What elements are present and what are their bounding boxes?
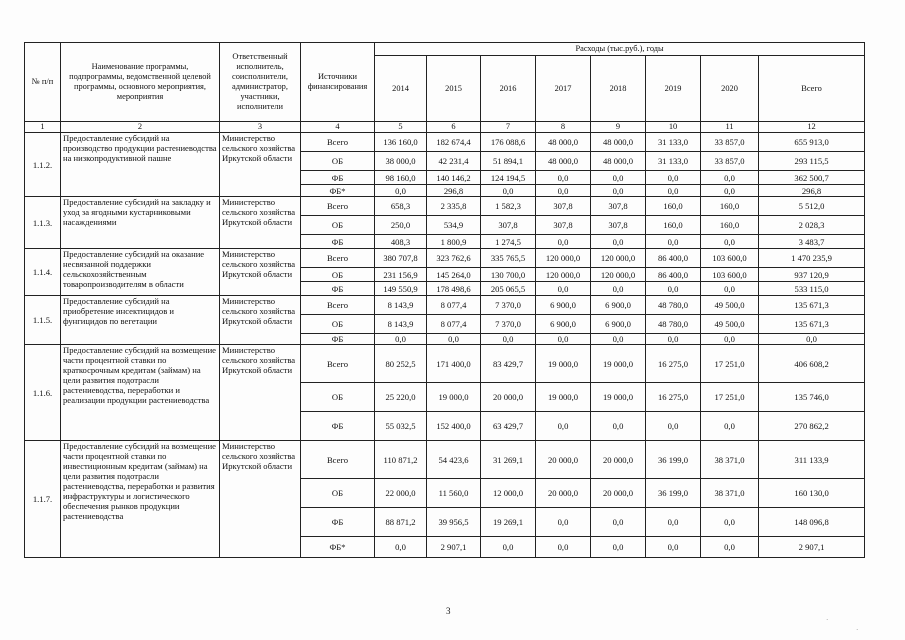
year-value: 31 133,0 — [646, 152, 701, 171]
year-value: 0,0 — [701, 235, 759, 249]
year-value: 307,8 — [481, 216, 536, 235]
total-value: 311 133,9 — [759, 441, 865, 479]
year-value: 160,0 — [701, 197, 759, 216]
year-value: 17 251,0 — [701, 345, 759, 383]
year-value: 0,0 — [591, 412, 646, 441]
total-value: 0,0 — [759, 334, 865, 345]
item-number: 1.1.6. — [25, 345, 61, 441]
column-index: 10 — [646, 122, 701, 133]
year-value: 54 423,6 — [427, 441, 481, 479]
funding-source: Всего — [301, 345, 375, 383]
item-responsible: Министерство сельского хозяйства Иркутской области — [220, 197, 301, 249]
funding-source: ФБ — [301, 334, 375, 345]
year-value: 307,8 — [591, 197, 646, 216]
year-value: 0,0 — [701, 334, 759, 345]
table-row — [25, 345, 865, 383]
year-value: 20 000,0 — [591, 441, 646, 479]
total-value: 937 120,9 — [759, 268, 865, 282]
year-value: 0,0 — [375, 185, 427, 197]
year-value: 205 065,5 — [481, 282, 536, 296]
year-value: 0,0 — [591, 537, 646, 558]
funding-source: Всего — [301, 197, 375, 216]
header-year-2018: 2018 — [591, 56, 646, 122]
year-value: 149 550,9 — [375, 282, 427, 296]
item-name: Предоставление субсидий на возмещение части процентной ставки по инвестиционным кредитам (займам) на цели развития подотрасли растениеводства, переработки и развития инфраструктуры и логистического обеспечения рынков продукции растениеводства — [61, 441, 220, 558]
year-value: 0,0 — [591, 282, 646, 296]
year-value: 8 143,9 — [375, 315, 427, 334]
year-value: 0,0 — [591, 171, 646, 185]
year-value: 103 600,0 — [701, 268, 759, 282]
total-value: 3 483,7 — [759, 235, 865, 249]
year-value: 408,3 — [375, 235, 427, 249]
year-value: 0,0 — [536, 185, 591, 197]
year-value: 0,0 — [481, 537, 536, 558]
item-name: Предоставление субсидий на оказание несвязанной поддержки сельскохозяйственным товаропроизводителям в области — [61, 249, 220, 296]
table-row — [25, 197, 865, 216]
year-value: 38 371,0 — [701, 479, 759, 508]
year-value: 178 498,6 — [427, 282, 481, 296]
total-value: 655 913,0 — [759, 133, 865, 152]
header-year-2017: 2017 — [536, 56, 591, 122]
year-value: 182 674,4 — [427, 133, 481, 152]
year-value: 124 194,5 — [481, 171, 536, 185]
header-total: Всего — [759, 56, 865, 122]
header-year-2016: 2016 — [481, 56, 536, 122]
total-value: 148 096,8 — [759, 508, 865, 537]
year-value: 48 000,0 — [591, 152, 646, 171]
year-value: 0,0 — [701, 282, 759, 296]
year-value: 83 429,7 — [481, 345, 536, 383]
year-value: 19 269,1 — [481, 508, 536, 537]
year-value: 49 500,0 — [701, 315, 759, 334]
total-value: 160 130,0 — [759, 479, 865, 508]
year-value: 88 871,2 — [375, 508, 427, 537]
total-value: 270 862,2 — [759, 412, 865, 441]
year-value: 55 032,5 — [375, 412, 427, 441]
column-index: 3 — [220, 122, 301, 133]
year-value: 8 143,9 — [375, 296, 427, 315]
funding-source: ОБ — [301, 383, 375, 412]
table-row — [25, 249, 865, 268]
total-value: 362 500,7 — [759, 171, 865, 185]
item-name: Предоставление субсидий на закладку и уход за ягодными кустарниковыми насаждениями — [61, 197, 220, 249]
year-value: 335 765,5 — [481, 249, 536, 268]
year-value: 16 275,0 — [646, 383, 701, 412]
item-responsible: Министерство сельского хозяйства Иркутской области — [220, 249, 301, 296]
total-value: 5 512,0 — [759, 197, 865, 216]
year-value: 323 762,6 — [427, 249, 481, 268]
year-value: 12 000,0 — [481, 479, 536, 508]
year-value: 0,0 — [646, 334, 701, 345]
year-value: 0,0 — [701, 412, 759, 441]
year-value: 6 900,0 — [591, 315, 646, 334]
year-value: 296,8 — [427, 185, 481, 197]
year-value: 36 199,0 — [646, 479, 701, 508]
year-value: 0,0 — [536, 334, 591, 345]
year-value: 0,0 — [646, 508, 701, 537]
year-value: 1 274,5 — [481, 235, 536, 249]
page-number: 3 — [446, 606, 451, 616]
year-value: 86 400,0 — [646, 249, 701, 268]
funding-source: ФБ — [301, 412, 375, 441]
total-value: 2 028,3 — [759, 216, 865, 235]
funding-source: ОБ — [301, 268, 375, 282]
funding-source: ФБ — [301, 282, 375, 296]
year-value: 160,0 — [701, 216, 759, 235]
year-value: 33 857,0 — [701, 133, 759, 152]
year-value: 48 000,0 — [591, 133, 646, 152]
header-responsible: Ответственный исполнитель, соисполнители, администратор, участники, исполнители — [220, 43, 301, 122]
year-value: 16 275,0 — [646, 345, 701, 383]
funding-source: Всего — [301, 296, 375, 315]
item-responsible: Министерство сельского хозяйства Иркутской области — [220, 296, 301, 345]
year-value: 19 000,0 — [591, 345, 646, 383]
year-value: 110 871,2 — [375, 441, 427, 479]
year-value: 0,0 — [701, 185, 759, 197]
year-value: 6 900,0 — [536, 296, 591, 315]
total-value: 406 608,2 — [759, 345, 865, 383]
year-value: 0,0 — [536, 537, 591, 558]
year-value: 22 000,0 — [375, 479, 427, 508]
year-value: 0,0 — [536, 412, 591, 441]
header-year-2014: 2014 — [375, 56, 427, 122]
item-number: 1.1.3. — [25, 197, 61, 249]
table-row — [25, 296, 865, 315]
total-value: 2 907,1 — [759, 537, 865, 558]
year-value: 120 000,0 — [591, 268, 646, 282]
year-value: 0,0 — [591, 334, 646, 345]
column-index: 8 — [536, 122, 591, 133]
year-value: 120 000,0 — [536, 249, 591, 268]
item-number: 1.1.7. — [25, 441, 61, 558]
year-value: 20 000,0 — [536, 479, 591, 508]
year-value: 120 000,0 — [591, 249, 646, 268]
year-value: 48 780,0 — [646, 296, 701, 315]
funding-source: ОБ — [301, 315, 375, 334]
year-value: 145 264,0 — [427, 268, 481, 282]
column-index: 7 — [481, 122, 536, 133]
column-index: 9 — [591, 122, 646, 133]
year-value: 0,0 — [536, 235, 591, 249]
scan-speck: · — [856, 626, 859, 634]
year-value: 171 400,0 — [427, 345, 481, 383]
item-responsible: Министерство сельского хозяйства Иркутской области — [220, 441, 301, 558]
funding-source: ФБ — [301, 171, 375, 185]
year-value: 0,0 — [591, 185, 646, 197]
year-value: 20 000,0 — [591, 479, 646, 508]
year-value: 2 907,1 — [427, 537, 481, 558]
item-name: Предоставление субсидий на возмещение части процентной ставки по краткосрочным кредитам (займам) на цели развития подотрасли растениеводства, переработки и реализации продукции растениеводства — [61, 345, 220, 441]
year-value: 140 146,2 — [427, 171, 481, 185]
header-year-2020: 2020 — [701, 56, 759, 122]
total-value: 1 470 235,9 — [759, 249, 865, 268]
year-value: 0,0 — [375, 537, 427, 558]
year-value: 11 560,0 — [427, 479, 481, 508]
item-name: Предоставление субсидий на приобретение инсектицидов и фунгицидов по вегетации — [61, 296, 220, 345]
year-value: 6 900,0 — [536, 315, 591, 334]
year-value: 0,0 — [427, 334, 481, 345]
column-index: 11 — [701, 122, 759, 133]
year-value: 19 000,0 — [591, 383, 646, 412]
year-value: 160,0 — [646, 216, 701, 235]
year-value: 48 000,0 — [536, 152, 591, 171]
year-value: 307,8 — [591, 216, 646, 235]
year-value: 0,0 — [646, 412, 701, 441]
year-value: 0,0 — [481, 334, 536, 345]
header-name: Наименование программы, подпрограммы, ведомственной целевой программы, основного мероприятия, мероприятия — [61, 43, 220, 122]
year-value: 38 371,0 — [701, 441, 759, 479]
funding-source: Всего — [301, 133, 375, 152]
year-value: 307,8 — [536, 216, 591, 235]
year-value: 7 370,0 — [481, 315, 536, 334]
total-value: 296,8 — [759, 185, 865, 197]
total-value: 533 115,0 — [759, 282, 865, 296]
funding-source: ОБ — [301, 479, 375, 508]
year-value: 0,0 — [646, 282, 701, 296]
year-value: 120 000,0 — [536, 268, 591, 282]
year-value: 1 582,3 — [481, 197, 536, 216]
year-value: 7 370,0 — [481, 296, 536, 315]
column-index: 2 — [61, 122, 220, 133]
item-number: 1.1.5. — [25, 296, 61, 345]
item-responsible: Министерство сельского хозяйства Иркутской области — [220, 133, 301, 197]
year-value: 0,0 — [701, 508, 759, 537]
column-index: 4 — [301, 122, 375, 133]
header-year-2019: 2019 — [646, 56, 701, 122]
year-value: 8 077,4 — [427, 315, 481, 334]
year-value: 0,0 — [646, 537, 701, 558]
funding-source: ОБ — [301, 152, 375, 171]
year-value: 136 160,0 — [375, 133, 427, 152]
year-value: 0,0 — [536, 508, 591, 537]
year-value: 380 707,8 — [375, 249, 427, 268]
year-value: 19 000,0 — [536, 383, 591, 412]
year-value: 250,0 — [375, 216, 427, 235]
year-value: 20 000,0 — [481, 383, 536, 412]
total-value: 135 671,3 — [759, 296, 865, 315]
total-value: 135 671,3 — [759, 315, 865, 334]
year-value: 36 199,0 — [646, 441, 701, 479]
year-value: 6 900,0 — [591, 296, 646, 315]
year-value: 33 857,0 — [701, 152, 759, 171]
funding-source: ФБ* — [301, 537, 375, 558]
year-value: 103 600,0 — [701, 249, 759, 268]
year-value: 38 000,0 — [375, 152, 427, 171]
column-index: 1 — [25, 122, 61, 133]
year-value: 80 252,5 — [375, 345, 427, 383]
year-value: 17 251,0 — [701, 383, 759, 412]
year-value: 160,0 — [646, 197, 701, 216]
header-source: Источники финансирования — [301, 43, 375, 122]
year-value: 534,9 — [427, 216, 481, 235]
table-row — [25, 133, 865, 152]
year-value: 51 894,1 — [481, 152, 536, 171]
budget-table — [24, 42, 865, 558]
year-value: 39 956,5 — [427, 508, 481, 537]
year-value: 86 400,0 — [646, 268, 701, 282]
funding-source: ФБ — [301, 235, 375, 249]
funding-source: Всего — [301, 249, 375, 268]
year-value: 48 000,0 — [536, 133, 591, 152]
year-value: 0,0 — [701, 171, 759, 185]
total-value: 293 115,5 — [759, 152, 865, 171]
table-row — [25, 441, 865, 479]
item-number: 1.1.2. — [25, 133, 61, 197]
year-value: 2 335,8 — [427, 197, 481, 216]
item-name: Предоставление субсидий на производство продукции растениеводства на низкопродуктивной пашне — [61, 133, 220, 197]
header-expenses: Расходы (тыс.руб.), годы — [375, 43, 865, 56]
year-value: 1 800,9 — [427, 235, 481, 249]
year-value: 307,8 — [536, 197, 591, 216]
column-index: 5 — [375, 122, 427, 133]
funding-source: ОБ — [301, 216, 375, 235]
year-value: 231 156,9 — [375, 268, 427, 282]
year-value: 25 220,0 — [375, 383, 427, 412]
funding-source: ФБ* — [301, 185, 375, 197]
year-value: 63 429,7 — [481, 412, 536, 441]
funding-source: Всего — [301, 441, 375, 479]
year-value: 0,0 — [536, 171, 591, 185]
year-value: 20 000,0 — [536, 441, 591, 479]
scan-speck: · — [826, 616, 829, 624]
header-num: № п/п — [25, 43, 61, 122]
total-value: 135 746,0 — [759, 383, 865, 412]
year-value: 19 000,0 — [427, 383, 481, 412]
funding-source: ФБ — [301, 508, 375, 537]
year-value: 152 400,0 — [427, 412, 481, 441]
year-value: 0,0 — [646, 171, 701, 185]
year-value: 0,0 — [591, 508, 646, 537]
year-value: 658,3 — [375, 197, 427, 216]
item-number: 1.1.4. — [25, 249, 61, 296]
year-value: 42 231,4 — [427, 152, 481, 171]
year-value: 31 269,1 — [481, 441, 536, 479]
year-value: 0,0 — [536, 282, 591, 296]
item-responsible: Министерство сельского хозяйства Иркутской области — [220, 345, 301, 441]
year-value: 176 088,6 — [481, 133, 536, 152]
year-value: 0,0 — [481, 185, 536, 197]
year-value: 0,0 — [646, 185, 701, 197]
column-index: 12 — [759, 122, 865, 133]
header-year-2015: 2015 — [427, 56, 481, 122]
column-index: 6 — [427, 122, 481, 133]
year-value: 49 500,0 — [701, 296, 759, 315]
year-value: 98 160,0 — [375, 171, 427, 185]
year-value: 0,0 — [591, 235, 646, 249]
year-value: 0,0 — [646, 235, 701, 249]
year-value: 130 700,0 — [481, 268, 536, 282]
year-value: 0,0 — [701, 537, 759, 558]
year-value: 48 780,0 — [646, 315, 701, 334]
year-value: 31 133,0 — [646, 133, 701, 152]
year-value: 19 000,0 — [536, 345, 591, 383]
year-value: 8 077,4 — [427, 296, 481, 315]
year-value: 0,0 — [375, 334, 427, 345]
